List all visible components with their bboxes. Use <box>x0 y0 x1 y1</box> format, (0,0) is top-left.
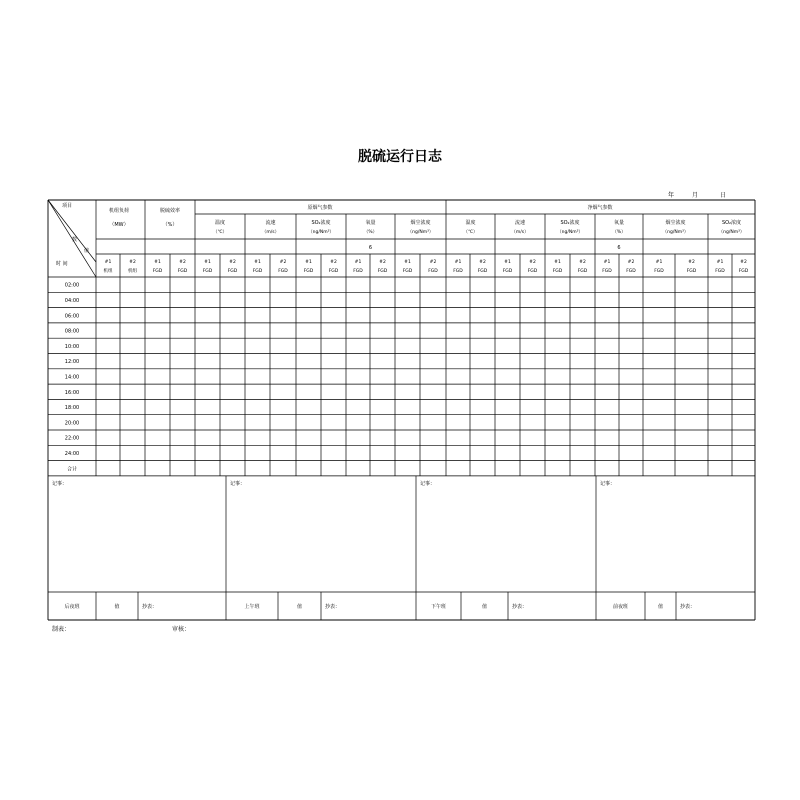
unit-name-label: FGD <box>453 269 463 274</box>
time-row-label: 04:00 <box>64 297 80 304</box>
notes-label: 记事： <box>52 481 68 487</box>
unit-name-label: FGD <box>353 269 363 274</box>
notes-label: 记事： <box>420 481 436 487</box>
unit-number-label: #2 <box>627 260 635 265</box>
efficiency-header-unit: （%） <box>162 222 178 228</box>
date-day-label: 日 <box>720 192 727 199</box>
unit-name-label: FGD <box>527 269 538 274</box>
clean-param-label: 流速 <box>514 220 526 226</box>
clean-param-unit: （℃） <box>463 230 478 235</box>
raw-param-unit: （%） <box>363 230 378 235</box>
notes-label: 记事： <box>230 481 246 487</box>
unit-name-label: FGD <box>377 269 388 274</box>
shift-copy-label: 抄表： <box>680 604 696 610</box>
date-year-label: 年 <box>668 192 675 199</box>
clean-param-unit: （m/s） <box>511 230 529 235</box>
unit-number-label: #2 <box>229 260 236 265</box>
corner-value-label: 值 <box>84 248 90 254</box>
unit-name-label: FGD <box>303 269 314 274</box>
time-row-label: 22:00 <box>64 435 80 442</box>
time-row-label: 16:00 <box>64 389 80 396</box>
unit-number-label: #1 <box>655 260 663 265</box>
unit-number-label: #2 <box>529 260 536 265</box>
clean-param-label: 温度 <box>465 220 476 226</box>
clean-param-label: SO₂浓度 <box>721 220 742 226</box>
shift-name-label: 前夜班 <box>612 604 629 610</box>
unit-name-label: FGD <box>328 269 339 274</box>
unit-number-label: #1 <box>454 260 462 265</box>
time-row-label: 06:00 <box>64 313 80 320</box>
unit-name-label: FGD <box>715 269 725 274</box>
unit-name-label: 机组 <box>103 269 113 274</box>
unit-number-label: #2 <box>740 260 747 265</box>
time-row-label: 10:00 <box>64 343 80 350</box>
time-row-label: 12:00 <box>64 359 80 366</box>
unit-number-label: #2 <box>129 260 136 265</box>
clean-param-label: 氧量 <box>613 220 625 226</box>
clean-param-unit: （ng/Nm³） <box>557 230 583 235</box>
unit-name-label: FGD <box>177 269 188 274</box>
clean-gas-group-header: 净烟气参数 <box>587 205 613 211</box>
unit-name-label: FGD <box>577 269 588 274</box>
raw-param-unit: （ng/Nm³） <box>407 230 434 235</box>
unit-number-label: #1 <box>554 260 561 265</box>
unit-name-label: FGD <box>428 269 438 274</box>
corner-time-label: 时 间 <box>56 261 68 267</box>
unit-number-label: #2 <box>479 260 486 265</box>
shift-duty-label: 值 <box>657 604 664 610</box>
unit-number-label: #2 <box>579 260 586 265</box>
shift-copy-label: 抄表： <box>325 604 341 610</box>
unit-number-label: #1 <box>404 260 411 265</box>
raw-param-label: 流速 <box>265 220 276 226</box>
load-header-unit: （MW） <box>109 222 129 228</box>
raw-param-label: 烟尘浓度 <box>410 220 431 226</box>
clean-param-unit: （ng/Nm³） <box>662 230 689 235</box>
shift-copy-label: 抄表： <box>142 604 158 610</box>
unit-name-label: FGD <box>278 269 288 274</box>
unit-name-label: 机组 <box>128 269 137 274</box>
clean-param-label: SO₂浓度 <box>560 220 580 226</box>
shift-name-label: 下午班 <box>430 604 447 610</box>
unit-name-label: FGD <box>738 269 749 274</box>
shift-duty-label: 值 <box>114 604 120 610</box>
raw-oxygen-mark: 6 <box>368 245 373 251</box>
time-row-label: 02:00 <box>64 282 80 289</box>
shift-name-label: 上午班 <box>244 604 260 610</box>
reviewer-label: 审核： <box>172 626 191 633</box>
time-row-label: 18:00 <box>64 405 80 412</box>
unit-name-label: FGD <box>252 269 263 274</box>
efficiency-header-label: 脱硫效率 <box>159 208 181 214</box>
shift-name-label: 后夜班 <box>64 604 80 610</box>
unit-number-label: #1 <box>305 260 312 265</box>
unit-number-label: #2 <box>179 260 186 265</box>
unit-name-label: FGD <box>477 269 488 274</box>
preparer-label: 制表： <box>52 626 71 633</box>
corner-value-label: 数 <box>72 237 78 243</box>
unit-name-label: FGD <box>227 269 238 274</box>
time-row-label: 20:00 <box>64 420 80 427</box>
time-row-label: 08:00 <box>64 328 80 335</box>
notes-label: 记事： <box>600 481 616 487</box>
unit-name-label: FGD <box>686 269 697 274</box>
raw-param-label: 氧量 <box>365 220 376 226</box>
raw-param-unit: （m/s） <box>261 230 280 235</box>
unit-name-label: FGD <box>626 269 636 274</box>
clean-param-unit: （%） <box>612 230 626 235</box>
unit-number-label: #2 <box>379 260 386 265</box>
unit-number-label: #1 <box>603 260 611 265</box>
time-row-label: 14:00 <box>64 374 80 381</box>
shift-duty-label: 值 <box>296 604 303 610</box>
unit-number-label: #1 <box>716 260 724 265</box>
unit-number-label: #1 <box>154 260 161 265</box>
clean-param-label: 烟尘浓度 <box>665 220 686 226</box>
unit-name-label: FGD <box>502 269 513 274</box>
unit-name-label: FGD <box>152 269 163 274</box>
unit-name-label: FGD <box>552 269 563 274</box>
shift-duty-label: 值 <box>481 604 488 610</box>
raw-param-unit: （ng/Nm³） <box>308 230 334 235</box>
shift-copy-label: 抄表： <box>512 604 528 610</box>
clean-oxygen-mark: 6 <box>617 245 621 251</box>
page-title: 脱硫运行日志 <box>358 149 442 165</box>
unit-number-label: #1 <box>354 260 362 265</box>
raw-param-label: SO₂浓度 <box>311 220 331 226</box>
raw-param-unit: （℃） <box>212 230 228 235</box>
clean-param-unit: （ng/Nm³） <box>718 230 745 235</box>
unit-name-label: FGD <box>202 269 213 274</box>
raw-param-label: 温度 <box>214 220 226 226</box>
unit-number-label: #2 <box>429 260 437 265</box>
corner-item-label: 项目 <box>62 203 73 209</box>
unit-name-label: FGD <box>602 269 612 274</box>
unit-name-label: FGD <box>402 269 413 274</box>
time-row-label: 24:00 <box>64 450 80 457</box>
unit-number-label: #2 <box>279 260 287 265</box>
load-header-label: 机组负荷 <box>108 208 130 214</box>
unit-name-label: FGD <box>654 269 664 274</box>
unit-number-label: #1 <box>204 260 211 265</box>
date-month-label: 月 <box>692 192 699 199</box>
unit-number-label: #1 <box>254 260 261 265</box>
unit-number-label: #1 <box>104 260 112 265</box>
unit-number-label: #2 <box>330 260 337 265</box>
unit-number-label: #2 <box>688 260 695 265</box>
unit-number-label: #1 <box>504 260 511 265</box>
time-row-label: 合计 <box>66 466 78 473</box>
raw-gas-group-header: 原烟气参数 <box>307 205 333 211</box>
